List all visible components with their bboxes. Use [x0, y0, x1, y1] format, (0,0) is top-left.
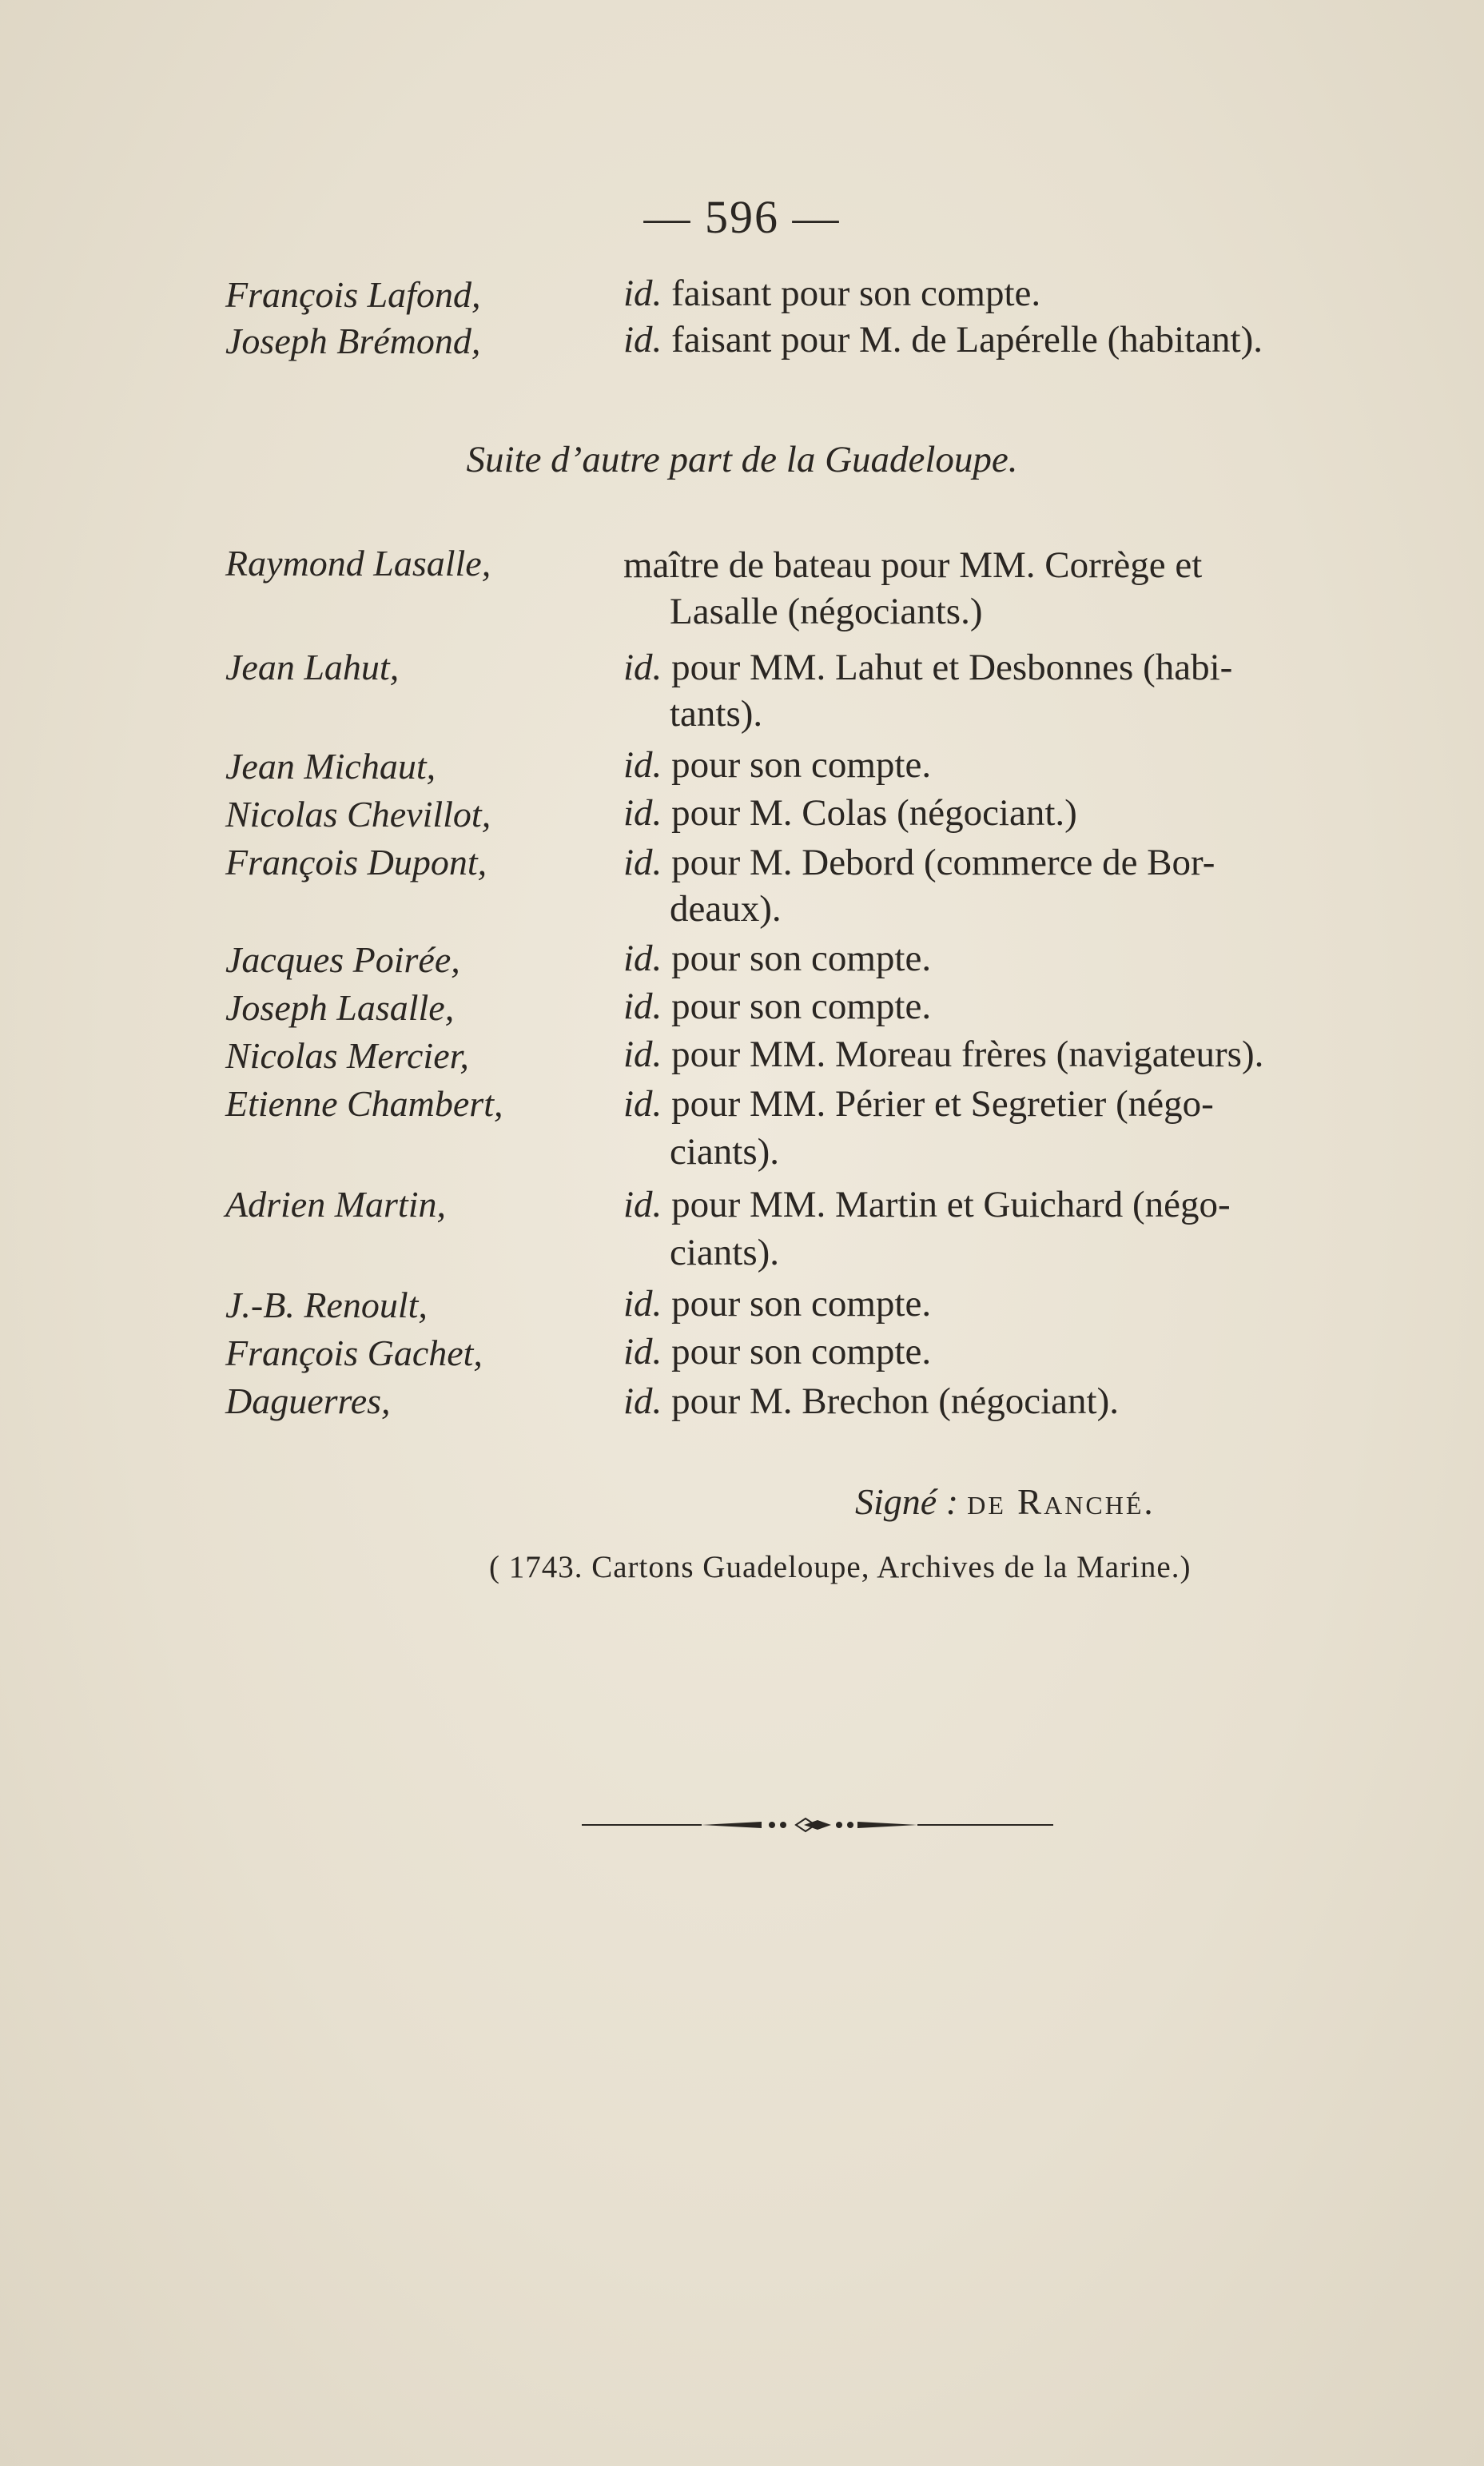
entry-continuation: Lasalle (négociants.) — [670, 591, 983, 632]
entry-description — [623, 544, 1202, 587]
section-title: Suite d’autre part de la Guadeloupe. — [466, 439, 1018, 480]
entry-text: pour son compte. — [671, 1331, 932, 1372]
entry-description — [623, 1082, 1214, 1125]
entry-description — [623, 841, 1215, 884]
entry-text: faisant pour son compte. — [671, 273, 1041, 314]
entry-description — [623, 1183, 1231, 1226]
entry-name: Jean Lahut, — [225, 647, 400, 687]
entry-name: François Gachet, — [225, 1333, 483, 1373]
signature — [855, 1480, 1156, 1523]
entry-name: François Lafond, — [225, 274, 481, 315]
entry-name: François Dupont, — [225, 842, 487, 882]
entry-description — [623, 272, 1040, 315]
entry-description — [623, 646, 1232, 689]
entry-continuation: ciants). — [670, 1131, 780, 1173]
entry-description — [623, 1033, 1263, 1076]
entry-text: pour M. Debord (commerce de Bor- — [671, 842, 1215, 883]
entry-description — [623, 1330, 931, 1373]
ornamental-rule — [582, 1816, 1053, 1834]
entry-description — [623, 1282, 931, 1325]
entry-name: Joseph Lasalle, — [225, 987, 455, 1028]
entry-role: id. — [623, 842, 662, 883]
entry-role: id. — [623, 986, 662, 1027]
entry-role: id. — [623, 1331, 662, 1372]
entry-description — [623, 1380, 1119, 1423]
entry-text: pour son compte. — [671, 938, 932, 979]
entry-continuation: tants). — [670, 693, 763, 735]
entry-text: pour MM. Lahut et Desbonnes (habi- — [671, 647, 1233, 688]
entry-text: pour M. Colas (négociant.) — [671, 792, 1077, 834]
entry-description — [623, 937, 931, 980]
entry-text: faisant pour M. de Lapérelle (habitant). — [671, 319, 1263, 361]
entry-role: id. — [623, 938, 662, 979]
entry-role: id. — [623, 1380, 662, 1422]
entry-text: pour MM. Moreau frères (navigateurs). — [671, 1034, 1264, 1075]
entry-continuation: deaux). — [670, 888, 782, 930]
entry-role: id. — [623, 647, 662, 688]
entry-name: Raymond Lasalle, — [225, 543, 491, 584]
signature-name: de Ranché. — [967, 1482, 1156, 1522]
entry-role: id. — [623, 1034, 662, 1075]
entry-name: Jacques Poirée, — [225, 939, 460, 980]
entry-text: pour M. Brechon (négociant). — [671, 1380, 1119, 1422]
entry-text: pour son compte. — [671, 744, 932, 786]
entry-text: pour son compte. — [671, 986, 932, 1027]
entry-description — [623, 318, 1263, 361]
entry-name: J.-B. Renoult, — [225, 1285, 428, 1325]
entry-text: maître de bateau pour MM. Corrège et — [623, 544, 1203, 586]
entry-description — [623, 985, 931, 1028]
entry-description — [623, 791, 1077, 835]
entry-continuation: ciants). — [670, 1232, 780, 1273]
page-number: — 596 — — [643, 191, 841, 243]
entry-role: id. — [623, 273, 662, 314]
entry-name: Nicolas Mercier, — [225, 1035, 469, 1076]
entry-name: Joseph Brémond, — [225, 321, 481, 361]
entry-text: pour MM. Périer et Segretier (négo- — [671, 1083, 1214, 1125]
entry-name: Etienne Chambert, — [225, 1083, 503, 1124]
entry-role: id. — [623, 1184, 662, 1225]
entry-text: pour son compte. — [671, 1283, 932, 1325]
entry-role: id. — [623, 319, 662, 361]
signature-label: Signé : — [855, 1481, 959, 1522]
entry-role: id. — [623, 1083, 662, 1125]
entry-name: Daguerres, — [225, 1380, 391, 1421]
source-citation: ( 1743. Cartons Guadeloupe, Archives de la Marine.) — [489, 1550, 1192, 1584]
entry-role: id. — [623, 792, 662, 834]
entry-name: Adrien Martin, — [225, 1184, 446, 1225]
entry-text: pour MM. Martin et Guichard (négo- — [671, 1184, 1231, 1225]
entry-role: id. — [623, 1283, 662, 1325]
entry-description — [623, 743, 931, 787]
entry-name: Nicolas Chevillot, — [225, 794, 491, 835]
entry-role: id. — [623, 744, 662, 786]
entry-name: Jean Michaut, — [225, 746, 436, 787]
